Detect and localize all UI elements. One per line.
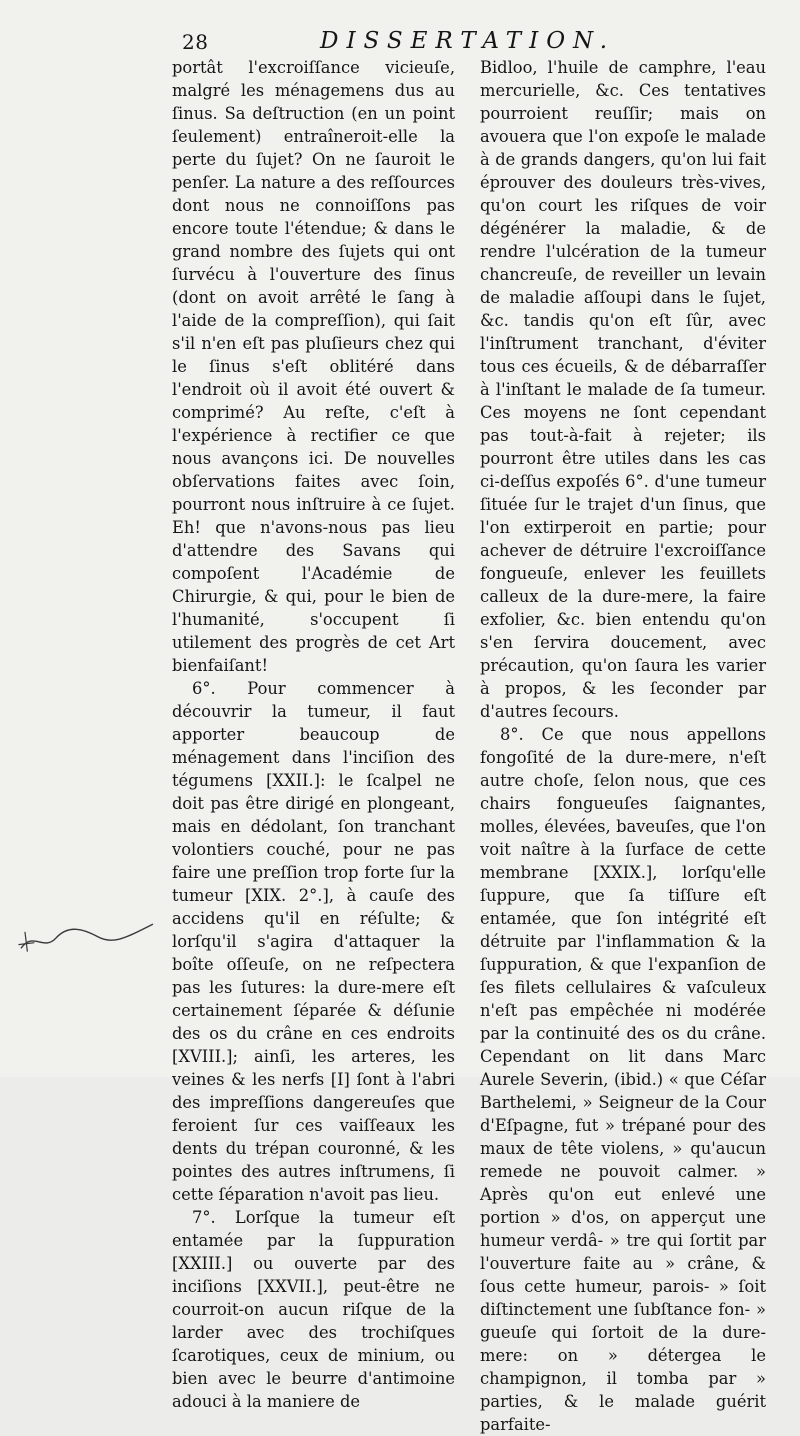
page-number: 28 xyxy=(182,30,209,54)
paragraph-7: 7°. Lorſque la tumeur eſt entamée par la ſuppuration [XXIII.] ou ouverte par des inciſions [XXVII.], peut-être ne courroit-on aucun riſque de la larder avec des trochiſques ſcarotiques, ceux de minium, ou bien avec le beurre d'antimoine adouci à la maniere de xyxy=(172,1208,455,1411)
left-text-column xyxy=(172,56,455,1413)
paragraph-continued: portât l'excroiſſance vicieuſe, malgré les ménagemens dus au ſinus. Sa deſtruction (en un point ſeulement) entraîneroit-elle la perte du ſujet? On ne ſauroit le penſer. La nature a des reſſources dont nous ne connoiſſons pas encore toute l'étendue; & dans le grand nombre des ſujets qui ont ſurvécu à l'ouverture des ſinus (dont on avoit arrêté le ſang à l'aide de la compreſſion), qui ſait s'il n'en eſt pas pluſieurs chez qui le ſinus s'eſt oblitéré dans l'endroit où il avoit été ouvert & comprimé? Au reſte, c'eſt à l'expérience à rectifier ce que nous avançons ici. De nouvelles obſervations faites avec ſoin, pourront nous inſtruire à ce ſujet. Eh! que n'avons-nous pas lieu d'attendre des Savans qui compoſent l'Académie de Chirurgie, & qui, pour le bien de l'humanité, s'occupent ſi utilement des progrès de cet Art bienfaiſant! xyxy=(172,58,455,675)
signature-stroke xyxy=(12,907,165,961)
paragraph-6: 6°. Pour commencer à découvrir la tumeur, il faut apporter beaucoup de ménagement dans l'inciſion des tégumens [XXII.]: le ſcalpel ne doit pas être dirigé en plongeant, mais en dédolant, ſon tranchant volontiers couché, pour ne pas faire une preſſion trop forte ſur la tumeur [XIX. 2°.], à cauſe des accidens qu'il en réſulte; & lorſqu'il s'agira d'attaquer la boîte oſſeuſe, on ne reſpectera pas les ſutures: la dure-mere eſt certainement ſéparée & déſunie des os du crâne en ces endroits [XVIII.]; ainſi, les arteres, les veines & les nerfs [I] ſont à l'abri des impreſſions dangereuſes que feroient ſur ces vaiſſeaux les dents du trépan couronné, & les pointes des autres inſtrumens, ſi cette ſéparation n'avoit pas lieu. xyxy=(172,679,455,1204)
paragraph-8: 8°. Ce que nous appellons fongoſité de la dure-mere, n'eſt autre choſe, ſelon nous, que ces chairs fongueuſes ſaignantes, molles, élevées, baveuſes, que l'on voit naître à la ſurface de cette membrane [XXIX.], lorſqu'elle ſuppure, que ſa tiſſure eſt entamée, que ſon intégrité eſt détruite par l'inflammation & la ſuppuration, & que l'expanſion de ſes filets cellulaires & vaſculeux n'eſt pas empêchée ni modérée par la continuité des os du crâne. Cependant on lit dans Marc Aurele Severin, (ibid.) « que Céſar Barthelemi, » Seigneur de la Cour d'Eſpagne, fut » trépané pour des maux de tête violens, » qu'aucun remede ne pouvoit calmer. » Après qu'on eut enlevé une portion » d'os, on apperçut une humeur verdâ- » tre qui ſortit par l'ouverture faite au » crâne, & ſous cette humeur, parois- » ſoit diſtinctement une ſubſtance fon- » gueuſe qui ſortoit de la dure-mere: on » détergea le champignon, il tomba par » parties, & le malade guérit parfaite- xyxy=(480,725,766,1434)
running-title: DISSERTATION. xyxy=(320,28,616,54)
handwritten-signature xyxy=(12,907,166,966)
right-text-column xyxy=(480,56,766,1436)
paragraph-continued-right: Bidloo, l'huile de camphre, l'eau mercurielle, &c. Ces tentatives pourroient reuſſir; mais on avouera que l'on expoſe le malade à de grands dangers, qu'on lui fait éprouver des douleurs très-vives, qu'on court les riſques de voir dégénérer la maladie, & de rendre l'ulcération de la tumeur chancreuſe, de reveiller un levain de maladie aſſoupi dans le ſujet, &c. tandis qu'on eſt ſûr, avec l'inſtrument tranchant, d'éviter tous ces écueils, & de débarraſſer à l'inſtant le malade de ſa tumeur. Ces moyens ne ſont cependant pas tout-à-fait à rejeter; ils pourront être utiles dans les cas ci-deſſus expoſés 6°. d'une tumeur ſituée ſur le trajet d'un ſinus, que l'on extirperoit en partie; pour achever de détruire l'excroiſſance fongueuſe, enlever les feuillets calleux de la dure-mere, la faire exfolier, &c. bien entendu qu'on s'en ſervira doucement, avec précaution, qu'on ſaura les varier à propos, & les ſeconder par d'autres ſecours. xyxy=(480,58,766,721)
